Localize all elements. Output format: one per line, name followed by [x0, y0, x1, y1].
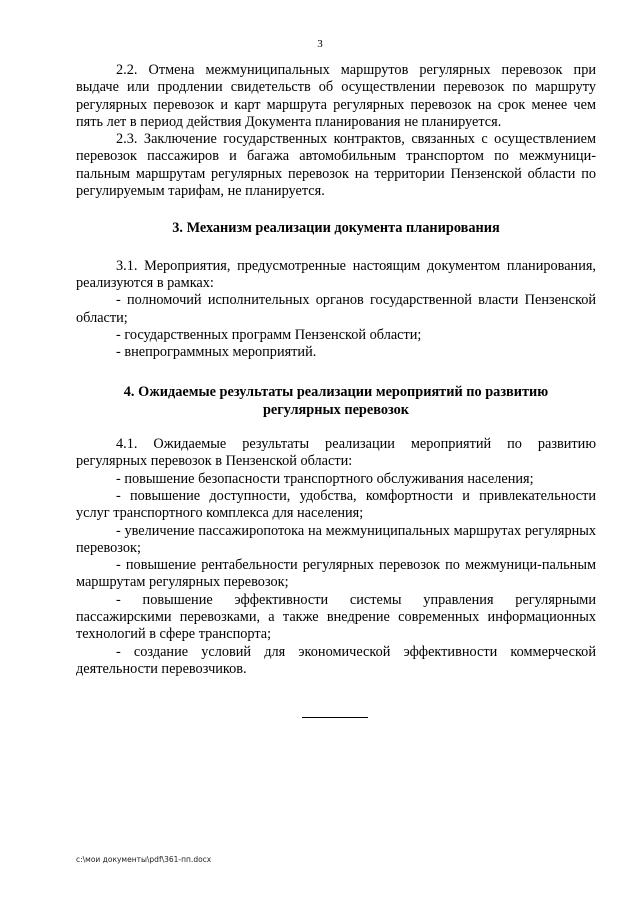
- paragraph-2-2: 2.2. Отмена межмуниципальных маршрутов регулярных перевозок при выдаче или продлении свидетельств об осуществлении перевозок по маршруту регулярных перевозок и карт маршрута регулярных перевозок на срок менее чем пять лет в период действия Документа планирования не планируется.: [76, 62, 596, 130]
- list-item: - полномочий исполнительных органов государственной власти Пензенской области;: [76, 292, 596, 326]
- section-4-heading-line-2: регулярных перевозок: [262, 401, 410, 418]
- list-item: - повышение эффективности системы управления регулярными пассажирскими перевозками, а также внедрение современных информационных технологий в сфере транспорта;: [76, 591, 596, 643]
- list-item: - повышение доступности, удобства, комфортности и привлекательности услуг транспортного комплекса для населения;: [76, 487, 596, 522]
- closing-rule-divider: [302, 717, 368, 718]
- section-4-heading-line-1: 4. Ожидаемые результаты реализации мероприятий по развитию: [123, 384, 549, 401]
- section-4-heading: [76, 384, 596, 419]
- list-item: - повышение рентабельности регулярных перевозок по межмуници-пальным маршрутам регулярных перевозок;: [76, 557, 596, 591]
- list-item: - увеличение пассажиропотока на межмуниципальных маршрутах регулярных перевозок;: [76, 522, 596, 556]
- list-item: - создание условий для экономической эффективности коммерческой деятельности перевозчиков.: [76, 643, 596, 677]
- paragraph-3-1: 3.1. Мероприятия, предусмотренные настоящим документом планирования, реализуются в рамках:: [76, 257, 596, 291]
- list-item: - повышение безопасности транспортного обслуживания населения;: [116, 470, 534, 487]
- paragraph-2-3: 2.3. Заключение государственных контрактов, связанных с осуществлением перевозок пассажиров и багажа автомобильным транспортом по межмуници-пальным маршрутам регулярных перевозок на территории Пензенской области по регулируемым тарифам, не планируется.: [76, 131, 596, 200]
- paragraph-4-1: 4.1. Ожидаемые результаты реализации мероприятий по развитию регулярных перевозок в Пензенской области:: [76, 436, 596, 470]
- list-item: - государственных программ Пензенской области;: [116, 326, 422, 343]
- page-number: 3: [317, 38, 323, 50]
- document-body: [76, 62, 596, 678]
- list-item: - внепрограммных мероприятий.: [116, 344, 317, 361]
- section-3-heading: 3. Механизм реализации документа планирования: [172, 220, 500, 237]
- footer-file-path: c:\мои документы\pdf\361-пп.docx: [76, 855, 212, 864]
